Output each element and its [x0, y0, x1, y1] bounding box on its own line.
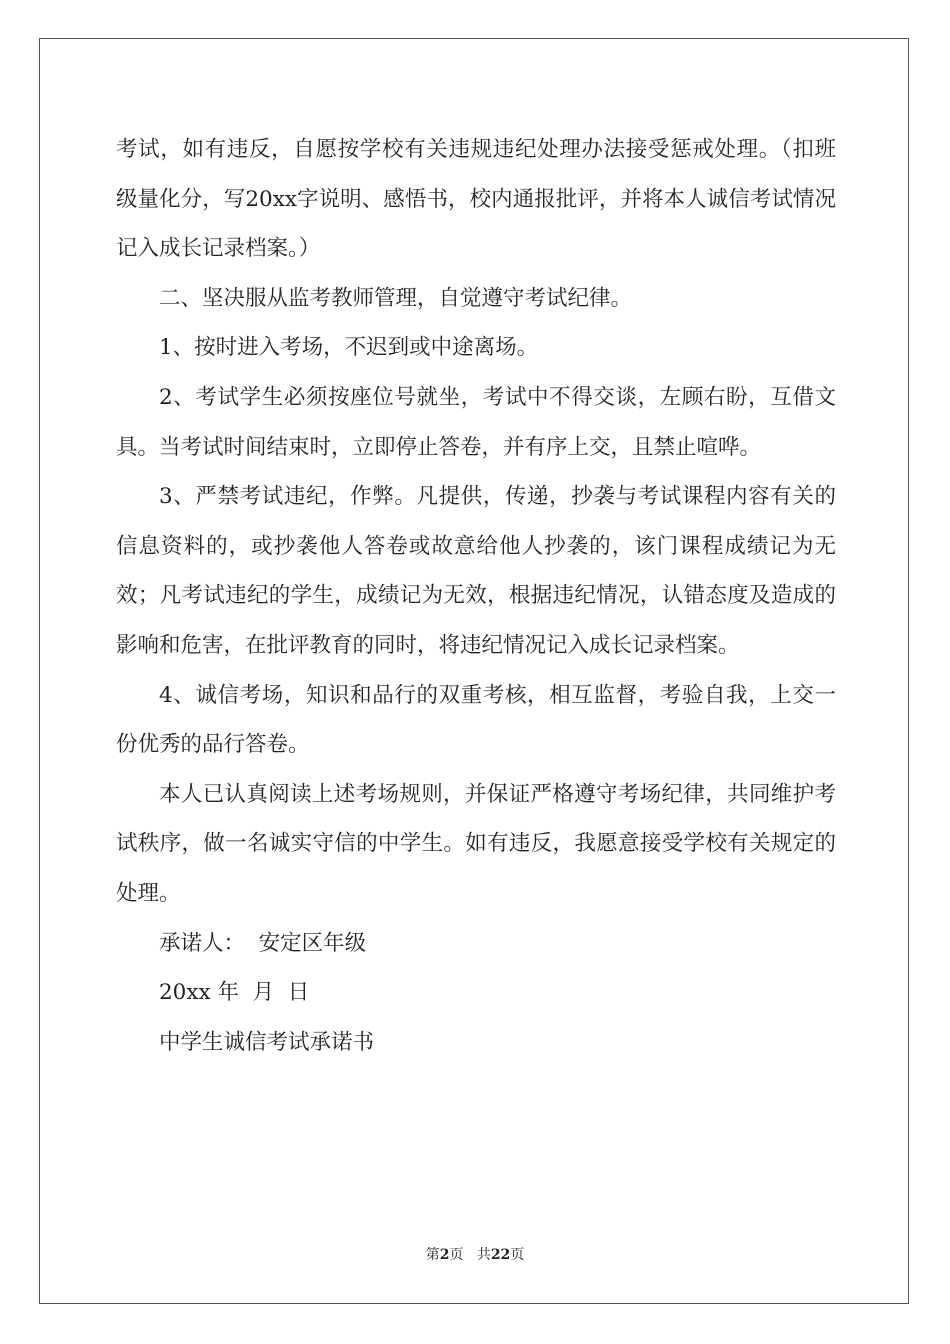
paragraph: 考试，如有违反，自愿按学校有关违规违纪处理办法接受惩戒处理。（扣班级量化分，写20xx字说明、感悟书，校内通报批评，并将本人诚信考试情况记入成长记录档案。）	[116, 137, 836, 262]
current-page-number: 2	[439, 1247, 450, 1263]
footer-prefix: 第	[425, 1247, 440, 1263]
rule-item: 3、严禁考试违纪，作弊。凡提供，传递，抄袭与考试课程内容有关的信息资料的，或抄袭他人答卷或故意给他人抄袭的，该门课程成绩记为无效；凡考试违纪的学生，成绩记为无效，根据违纪情况，认错态度及造成的影响和危害，在批评教育的同时，将违纪情况记入成长记录档案。	[116, 484, 836, 658]
date-line: 20xx 年 月 日	[159, 980, 310, 1006]
rule-item: 2、考试学生必须按座位号就坐，考试中不得交谈，左顾右盼，互借文具。当考试时间结束时，立即停止答卷，并有序上交，且禁止喧哗。	[116, 384, 836, 460]
document-body	[116, 125, 836, 1067]
footer-total-prefix: 共	[476, 1247, 491, 1263]
pledge-paragraph: 本人已认真阅读上述考场规则，并保证严格遵守考场纪律，共同维护考试秩序，做一名诚实守信的中学生。如有违反，我愿意接受学校有关规定的处理。	[116, 781, 836, 906]
rule-item: 4、诚信考场，知识和品行的双重考核，相互监督，考验自我，上交一份优秀的品行答卷。	[116, 682, 836, 758]
footer-total-suffix: 页	[510, 1247, 525, 1263]
document-title: 中学生诚信考试承诺书	[159, 1029, 375, 1055]
section-heading: 二、坚决服从监考教师管理，自觉遵守考试纪律。	[159, 285, 633, 311]
rule-item: 1、按时进入考场，不迟到或中途离场。	[159, 335, 539, 361]
footer-page-suffix: 页	[449, 1247, 464, 1263]
page-footer	[0, 1244, 950, 1264]
total-page-count: 22	[490, 1247, 511, 1263]
signatory-line: 承诺人： 安定区年级	[159, 930, 367, 956]
